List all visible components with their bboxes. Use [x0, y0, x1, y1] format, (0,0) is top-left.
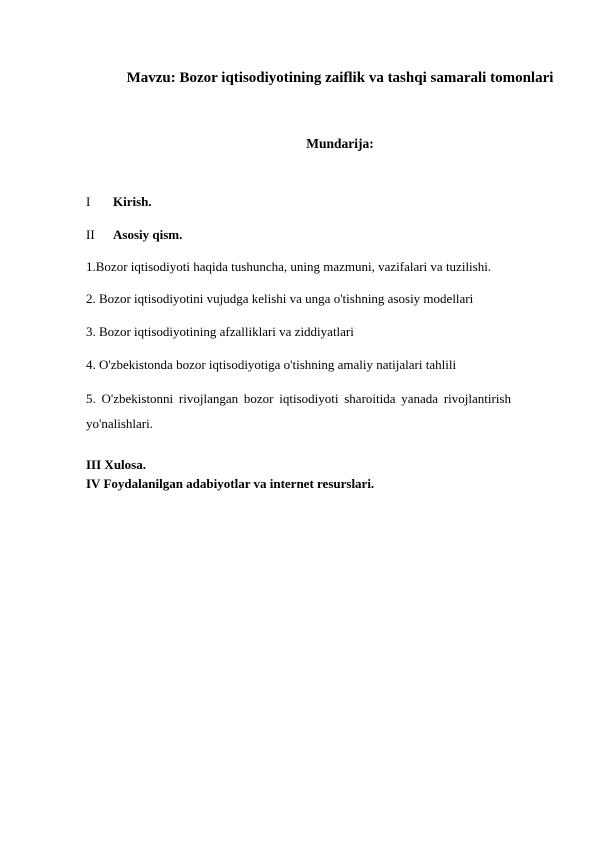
- contents-item-4: 4. O'zbekistonda bozor iqtisodiyotiga o'tishning amaliy natijalari tahlili: [86, 357, 457, 372]
- section-numeral-1: I: [86, 194, 91, 209]
- contents-item-5: 5. O'zbekistonni rivojlangan bozor iqtisodiyoti sharoitida yanada rivojlantirish: [86, 391, 511, 406]
- section-label-2: Asosiy qism.: [113, 227, 183, 242]
- contents-item-5-continued: yo'nalishlari.: [86, 416, 153, 431]
- contents-item-2: 2. Bozor iqtisodiyotini vujudga kelishi va unga o'tishning asosiy modellari: [86, 291, 474, 306]
- title-text: Bozor iqtisodiyotining zaiflik va tashqi samarali tomonlari: [175, 70, 554, 86]
- contents-item-1: 1.Bozor iqtisodiyoti haqida tushuncha, uning mazmuni, vazifalari va tuzilishi.: [86, 259, 492, 274]
- contents-heading: Mundarija:: [306, 136, 374, 151]
- document-title: [100, 68, 580, 88]
- references-heading: IV Foydalanilgan adabiyotlar va internet resurslari.: [86, 476, 375, 491]
- section-numeral-2: II: [86, 227, 95, 242]
- contents-item-3: 3. Bozor iqtisodiyotining afzalliklari va ziddiyatlari: [86, 324, 354, 339]
- conclusion-heading: III Xulosa.: [86, 457, 146, 472]
- section-label-1: Kirish.: [113, 194, 152, 209]
- title-label: Mavzu:: [126, 70, 176, 86]
